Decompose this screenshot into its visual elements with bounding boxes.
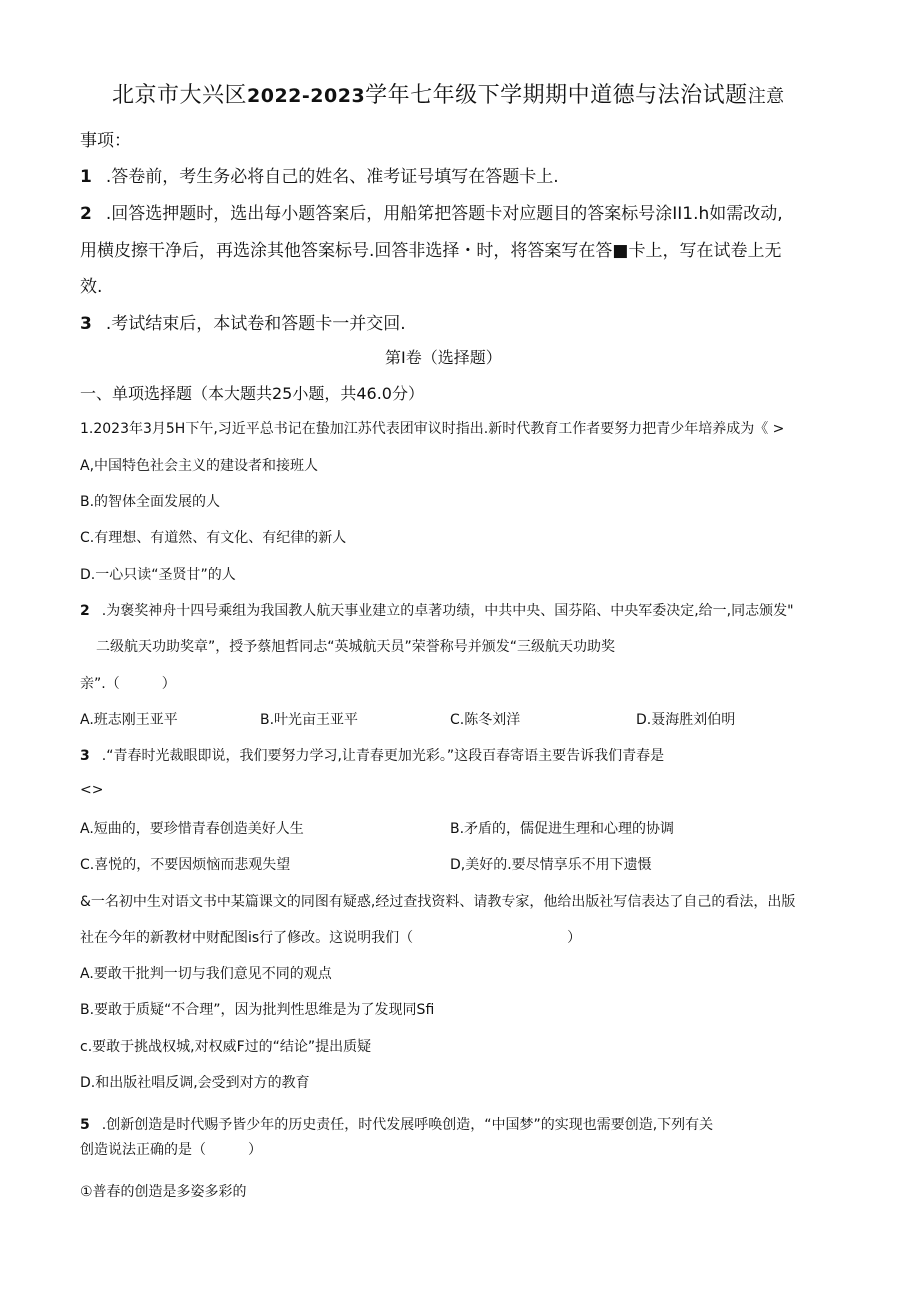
question-1-stem: 1.2023年3月5H下午,习近平总书记在蛰加江苏代表团审议时指出.新时代教育工作者要努力把青少年培养成为《 > [80,421,785,437]
question-3-option-d: D,美好的.要尽情享乐不用下遗慑 [450,857,652,873]
note-2-line-1: 2 .回答选押题时，选出每小题答案后，用船笫把答题卡对应题目的答案标号涂II1.h如需改动, [80,204,783,224]
question-1-option-d: D.一心只读“圣贤甘”的人 [80,567,236,583]
question-4-stem-line-2: 社在今年的新教材中财配图is行了修改。这说明我们（ ） [80,930,582,946]
question-1-option-c: C.有理想、有道然、有文化、有纪律的新人 [80,530,347,546]
question-3-stem-line-1: 3 .“青春时光裁眼即说，我们要努力学习,让青春更加光彩。”这段百春寄语主要告诉我们青春是 [80,748,665,764]
question-4-stem-line-1: &一名初中生对语文书中某篇课文的同图有疑惑,经过查找资料、请教专家，他给出版社写信表达了自己的看法，出版 [80,894,796,910]
question-3-option-c: C.喜悦的，不要因烦恼而悲观失望 [80,857,291,873]
note-1: 1 .答卷前，考生务必将自己的姓名、准考证号填写在答题卡上. [80,167,559,187]
note-2-line-2: 用横皮擦干净后，再选涂其他答案标号.回答非选择・时，将答案写在答■卡上，写在试卷上无 [80,241,782,261]
question-3-stem-line-2: <> [80,782,104,798]
document-title: 北京市大兴区2022-2023学年七年级下学期期中道德与法治试题注意 [112,83,785,108]
question-3-option-b: B.矛盾的，儒促进生理和心理的协调 [450,821,675,837]
note-2-line-3: 效. [80,277,103,297]
notes-heading: 事项： [80,131,131,151]
volume-heading: 第I卷（选择题） [385,348,502,367]
question-4-option-d: D.和出版社唱反调,会受到对方的教育 [80,1075,310,1091]
question-3-option-a: A.短曲的，要珍惜青春创造美好人生 [80,821,304,837]
question-2-stem-line-1: 2 .为褒奖神舟十四号乘组为我国教人航天事业建立的卓著功绩，中共中央、国芬陷、中央军委决定,给一,同志颁发" [80,603,794,619]
question-5-stem-line-1: 5 .创新创造是时代赐予皆少年的历史责任，时代发展呼唤创造，“中国梦”的实现也需要创造,下列有关 [80,1117,714,1133]
question-2-option-c: C.陈冬刘洋 [450,712,521,728]
question-2-option-d: D.聂海胜刘伯明 [636,712,736,728]
question-2-stem-line-2: 二级航天功助奖章”，授予蔡旭哲同忐“英城航天员”荣誉称号并颁发“三级航天功助奖 [96,639,616,655]
question-2-option-b: B.叶光亩王亚平 [260,712,359,728]
question-1-option-b: B.的智体全面发展的人 [80,494,221,510]
note-3: 3 .考试结束后，本试卷和答题卡一并交回. [80,314,406,334]
question-1-option-a: A,中国特色社会主义的建设者和接班人 [80,458,319,474]
question-5-statement-1: ①普春的创造是多姿多彩的 [80,1184,247,1200]
question-4-option-b: B.要敢于质疑“不合理”，因为批判性思维是为了发现同Sfi [80,1002,435,1018]
question-5-stem-line-2: 创造说法正确的是（ ） [80,1142,262,1158]
question-2-option-a: A.班志刚王亚平 [80,712,178,728]
question-2-stem-line-3: 亲”.（ ） [80,676,176,692]
question-4-option-c: c.要敢于挑战权城,对权威F过的“结论”提出质疑 [80,1039,372,1055]
part-heading: 一、单项选择题（本大题共25小题，共46.0分） [80,384,424,403]
question-4-option-a: A.要敢干批判一切与我们意见不同的观点 [80,966,332,982]
